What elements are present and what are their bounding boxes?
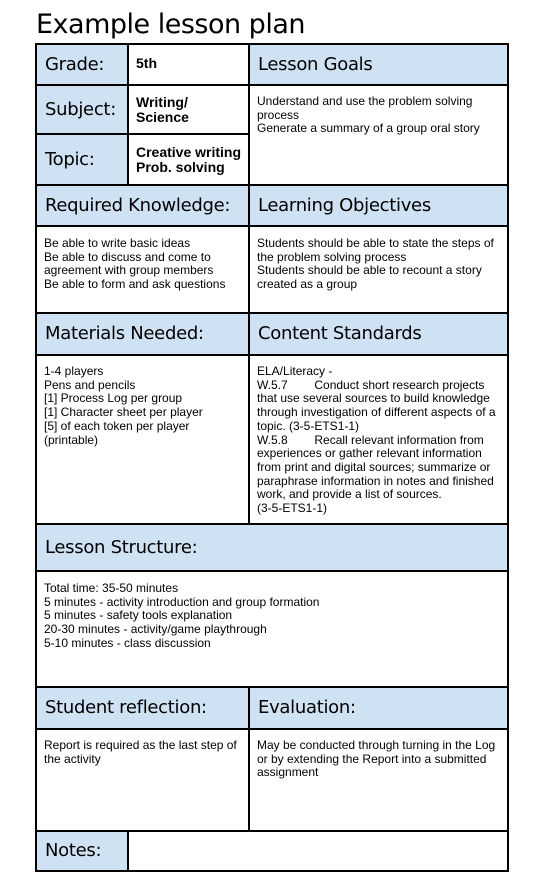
topic-value: Creative writing Prob. solving [128, 134, 249, 185]
rule-h [35, 686, 509, 688]
lesson-structure-header: Lesson Structure: [36, 524, 507, 571]
materials-needed-header: Materials Needed: [36, 313, 249, 355]
lesson-goals-body: Understand and use the problem solving process Generate a summary of a group oral story [249, 85, 507, 185]
required-knowledge-header: Required Knowledge: [36, 185, 249, 226]
rule-h [35, 184, 509, 186]
rule-v [248, 686, 250, 832]
rule-h [35, 225, 509, 227]
rule-h [35, 133, 249, 135]
rule-v [127, 43, 129, 185]
rule-h [35, 523, 509, 525]
learning-objectives-header: Learning Objectives [249, 185, 507, 226]
learning-objectives-body: Students should be able to state the steps of the problem solving process Students should be able to recount a story created as a group [249, 226, 507, 313]
topic-label: Topic: [36, 134, 128, 185]
table-border-top [35, 43, 509, 45]
grade-label: Grade: [36, 44, 128, 85]
notes-value [128, 831, 507, 871]
rule-v [127, 830, 129, 872]
rule-v [248, 43, 250, 525]
rule-h [35, 728, 509, 730]
materials-needed-body: 1-4 players Pens and pencils [1] Process Log per group [1] Character sheet per player [5] of each token per player (printable) [36, 355, 249, 524]
table-border-bottom [35, 870, 509, 872]
evaluation-header: Evaluation: [249, 687, 507, 729]
rule-h [35, 312, 509, 314]
student-reflection-body: Report is required as the last step of the activity [36, 729, 249, 831]
content-standards-body: ELA/Literacy - W.5.7 Conduct short research projects that use several sources to build knowledge through investigation of different aspects of a topic. (3-5-ETS1-1) W.5.8 Recall relevant information from experiences or gather relevant information from print and digital sources; summarize or paraphrase information in notes and finished work, and provide a list of sources. (3-5-ETS1-1) [249, 355, 507, 524]
subject-label: Subject: [36, 85, 128, 134]
lesson-goals-header: Lesson Goals [249, 44, 507, 85]
notes-label: Notes: [36, 831, 128, 871]
page-title: Example lesson plan [36, 9, 305, 40]
lesson-structure-body: Total time: 35-50 minutes 5 minutes - activity introduction and group formation 5 minutes - safety tools explanation 20-30 minutes - activity/game playthrough 5-10 minutes - class discussion [36, 571, 507, 687]
required-knowledge-body: Be able to write basic ideas Be able to discuss and come to agreement with group members Be able to form and ask questions [36, 226, 249, 313]
table-border-left [35, 43, 37, 872]
rule-h [35, 830, 509, 832]
rule-h [35, 84, 509, 86]
student-reflection-header: Student reflection: [36, 687, 249, 729]
rule-h [35, 570, 509, 572]
table-border-right [507, 43, 509, 872]
rule-h [35, 354, 509, 356]
subject-value: Writing/ Science [128, 85, 249, 134]
content-standards-header: Content Standards [249, 313, 507, 355]
evaluation-body: May be conducted through turning in the Log or by extending the Report into a submitted assignment [249, 729, 507, 831]
grade-value: 5th [128, 44, 249, 85]
